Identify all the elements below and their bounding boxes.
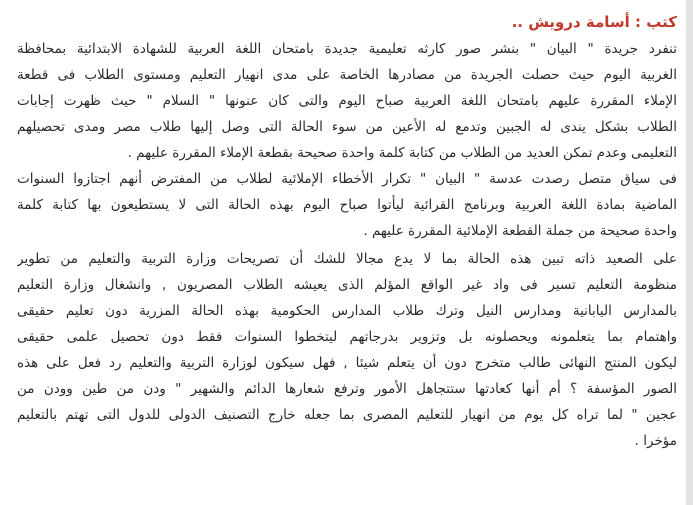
paragraph-line: مؤخرا .	[634, 433, 677, 449]
paragraph-line: منظومة التعليم تسير فى واد غير الواقع المؤلم الذى يعيشه الطلاب المصريون , وانشغال وزارة التعليم	[17, 277, 677, 293]
paragraph-line: عجين " لما تراه كل يوم من انهيار للتعليم المصرى بما جعله خارج التصنيف الدولى للدول التى تهتم بالتعليم	[17, 407, 677, 423]
paragraph-line: الطلاب بشكل يندى له الجبين وتدمع له الأعين من سوء الحالة التى وصل إليها طلاب مصر ومدى تحصيلهم	[17, 119, 677, 135]
scrollbar-thumb[interactable]	[686, 0, 693, 505]
paragraph-line: تنفرد جريدة " البيان " بنشر صور كارثه تعليمية جديدة بامتحان اللغة العربية للشهادة الابتدائية بمحافظة	[17, 41, 677, 57]
paragraph-line: الماضية بمادة اللغة العربية وبرنامج القرائية ليأتوا صباح اليوم بهذه الحالة التى لا يستطيعون بها كتابة كلمة	[17, 197, 677, 213]
paragraph-line: بالمدارس اليابانية ومدارس النيل وترك طلاب المدارس الحكومية بهذه الحالة المزرية دون تعليم حقيقى	[17, 303, 677, 319]
paragraph-line: ليكون المنتج النهائى طالب متخرج دون أن يتعلم شيئا , فهل سيكون لوزارة التربية والتعليم رد فعل على هذه	[17, 355, 677, 371]
article-author: كتب : أسامة درويش ..	[511, 13, 677, 31]
paragraph-line: التعليمى وعدم تمكن العديد من الطلاب من كتابة كلمة واحدة صحيحة بقطعة الإملاء المقررة عليهم .	[127, 145, 677, 161]
paragraph-line: على الصعيد ذاته تبين هذه الحالة بما لا يدع مجالا للشك أن تصريحات وزارة التربية والتعليم من تطوير	[17, 251, 677, 267]
paragraph-line: واحدة صحيحة من جملة القطعة الإملائية المقررة عليهم .	[363, 223, 677, 239]
paragraph-line: الغربية اليوم حيث حصلت الجريدة من مصادرها الخاصة على مدى انهيار التعليم ومستوى الطلاب فى قطعة	[17, 67, 677, 83]
paragraph-line: واهتمام بما يتعلمونه ويحصلونه بل وتزوير بدرجاتهم ليتخطوا السنوات فقط دون تحصيل علمى حقيقى	[17, 329, 677, 345]
vertical-scrollbar[interactable]	[686, 0, 693, 505]
paragraph-line: فى سياق متصل رصدت عدسة " البيان " تكرار الأخطاء الإملائية لطلاب من المفترض أنهم اجتازوا السنوات	[17, 171, 677, 187]
paragraph-line: الإملاء المقررة عليهم بامتحان اللغة العربية صباح اليوم والتى كان عنونها " السلام " حيث ظهرت إجابات	[17, 93, 677, 109]
paragraph-line: الصور المؤسفة ؟ أم أنها كعادتها ستتجاهل الأمور وترفع شعارها الدائم والشهير " ودن من طين وودن من	[17, 381, 677, 397]
